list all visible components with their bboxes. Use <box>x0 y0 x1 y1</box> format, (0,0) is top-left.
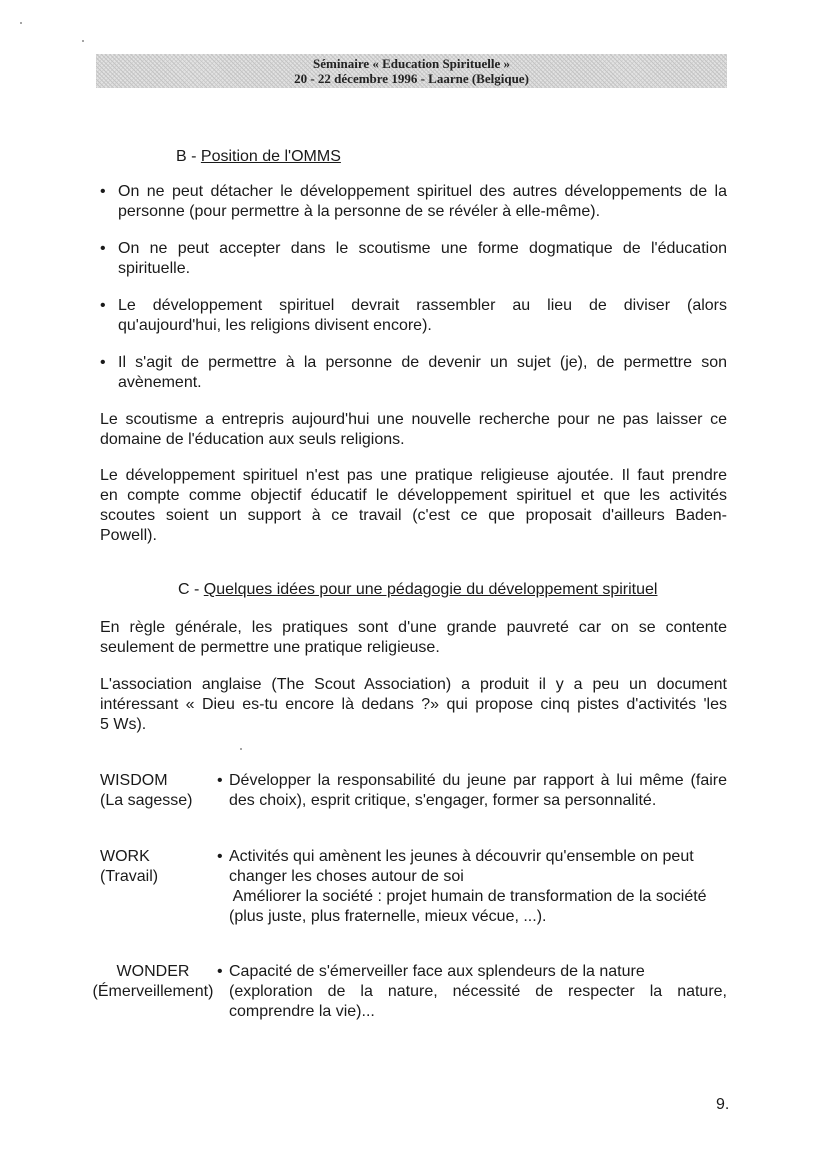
text-line: personne (pour permettre à la personne de se révéler à elle-même). <box>118 203 601 220</box>
speck <box>240 748 242 750</box>
text-line: changer les choses autour de soi <box>229 868 464 885</box>
term-work <box>100 847 158 887</box>
text-line: qu'aujourd'hui, les religions divisent encore). <box>118 317 432 334</box>
paragraph <box>100 466 727 546</box>
text-line: Il s'agit de permettre à la personne de devenir un sujet (je), de permettre son <box>118 354 727 371</box>
text-line: Capacité de s'émerveiller face aux splendeurs de la nature <box>229 963 645 980</box>
speck <box>20 22 22 24</box>
paragraph <box>100 410 727 450</box>
text-line: Le développement spirituel devrait rassembler au lieu de diviser (alors <box>118 297 727 314</box>
text-line: Le scoutisme a entrepris aujourd'hui une nouvelle recherche pour ne pas laisser ce <box>100 411 727 428</box>
term-translation: (Émerveillement) <box>92 983 214 1000</box>
text-line: Le développement spirituel n'est pas une pratique religieuse ajoutée. Il faut prendre <box>100 467 727 484</box>
term-translation: (Travail) <box>100 868 159 885</box>
seminar-header <box>96 54 727 88</box>
list-item <box>100 353 727 393</box>
text-line: Développer la responsabilité du jeune par rapport à lui même (faire <box>229 772 727 789</box>
text-line: 5 Ws). <box>100 716 147 733</box>
section-b-title: Position de l'OMMS <box>200 148 341 165</box>
text-line: comprendre la vie)... <box>229 1003 375 1020</box>
definition-work <box>217 847 727 927</box>
text-line: intéressant « Dieu es-tu encore là dedans ?» qui propose cinq pistes d'activités 'les <box>100 696 727 713</box>
definition-wisdom <box>217 771 727 811</box>
text-line: On ne peut accepter dans le scoutisme une forme dogmatique de l'éducation <box>118 240 727 257</box>
term-wonder <box>88 962 218 1002</box>
bullet-icon: • <box>100 183 106 200</box>
bullet-icon: • <box>217 963 223 980</box>
header-title: Séminaire « Education Spirituelle » <box>313 56 510 71</box>
bullet-icon: • <box>100 297 106 314</box>
text-line: domaine de l'éducation aux seuls religions. <box>100 431 405 448</box>
section-b-prefix: B - <box>176 148 201 165</box>
text-line: en compte comme objectif éducatif le développement spirituel et que les activités <box>100 487 727 504</box>
bullet-icon: • <box>100 240 106 257</box>
header-date-place: 20 - 22 décembre 1996 - Laarne (Belgique) <box>294 71 529 86</box>
page-number: 9. <box>716 1096 730 1113</box>
text-line: des choix), esprit critique, s'engager, former sa personnalité. <box>229 792 657 809</box>
list-item <box>100 296 727 336</box>
text-line: (exploration de la nature, nécessité de respecter la nature, <box>229 983 727 1000</box>
text-line: Améliorer la société : projet humain de transformation de la société <box>229 888 707 905</box>
list-item <box>100 182 727 222</box>
text-line: (plus juste, plus fraternelle, mieux vécue, ...). <box>229 908 547 925</box>
section-c-prefix: C - <box>178 581 204 598</box>
speck <box>82 40 84 42</box>
definition-wonder <box>217 962 727 1022</box>
term-label: WORK <box>100 848 150 865</box>
text-line: On ne peut détacher le développement spirituel des autres développements de la <box>118 183 727 200</box>
term-wisdom <box>100 771 193 811</box>
text-line: avènement. <box>118 374 202 391</box>
section-c-heading <box>178 580 657 600</box>
term-label: WISDOM <box>100 772 168 789</box>
bullet-icon: • <box>100 354 106 371</box>
paragraph <box>100 618 727 658</box>
bullet-icon: • <box>217 848 223 865</box>
text-line: scoutes soient un support à ce travail (c'est ce que proposait d'ailleurs Baden- <box>100 507 727 524</box>
list-item <box>100 239 727 279</box>
text-line: Powell). <box>100 527 157 544</box>
term-label: WONDER <box>116 963 190 980</box>
text-line: L'association anglaise (The Scout Association) a produit il y a peu un document <box>100 676 727 693</box>
text-line: seulement de permettre une pratique religieuse. <box>100 639 440 656</box>
paragraph <box>100 675 727 735</box>
text-line: Activités qui amènent les jeunes à découvrir qu'ensemble on peut <box>229 848 694 865</box>
bullet-icon: • <box>217 772 223 789</box>
section-c-title: Quelques idées pour une pédagogie du développement spirituel <box>203 581 658 598</box>
text-line: En règle générale, les pratiques sont d'une grande pauvreté car on se contente <box>100 619 727 636</box>
text-line: spirituelle. <box>118 260 191 277</box>
section-b-heading <box>176 147 341 167</box>
term-translation: (La sagesse) <box>100 792 193 809</box>
